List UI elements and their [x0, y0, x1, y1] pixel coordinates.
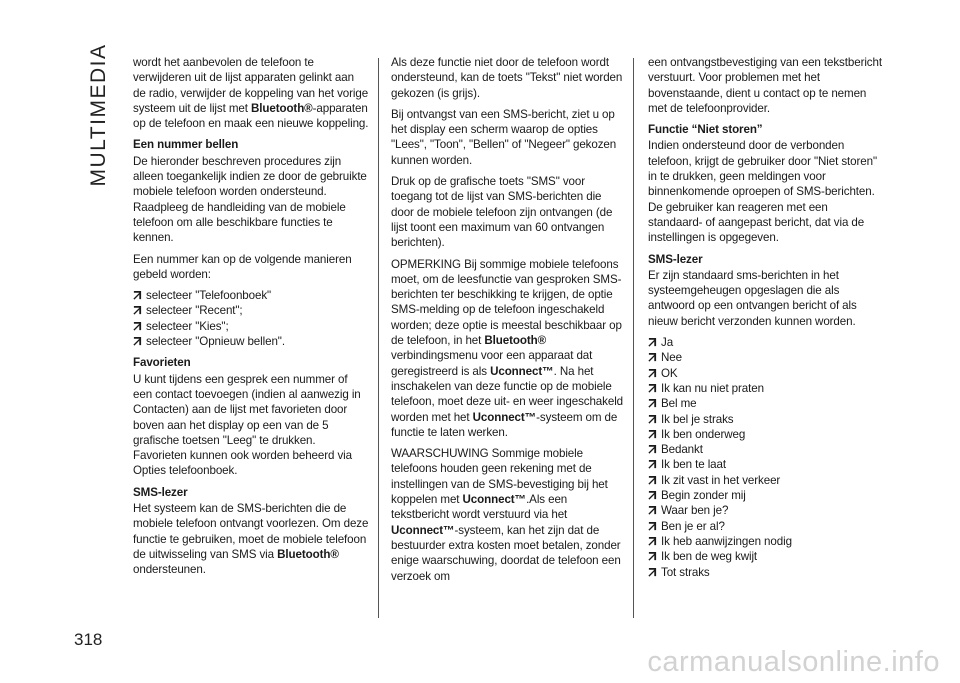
paragraph	[133, 55, 369, 131]
bullet-arrow-icon	[648, 353, 657, 362]
sms-messages-list	[648, 335, 882, 580]
section-title	[82, 40, 116, 190]
bullet-arrow-icon	[648, 384, 657, 393]
bullet-arrow-icon	[648, 491, 657, 500]
list-item-text: Ik heb aanwijzingen nodig	[661, 534, 792, 548]
bluetooth-term: Bluetooth®	[484, 334, 547, 348]
paragraph: Bij ontvangst van een SMS-bericht, ziet u op het display een scherm waarop de opties "Lees", "Toon", "Bellen" of "Negeer" gekozen kunnen worden.	[391, 107, 617, 167]
list-item-text: Bel me	[661, 397, 697, 411]
bullet-arrow-icon	[648, 568, 657, 577]
uconnect-term: Uconnect™	[472, 410, 537, 424]
uconnect-term: Uconnect™	[391, 523, 455, 537]
text: OPMERKING Bij sommige mobiele telefoons moet, om de leesfunctie van gesproken SMS-berichten ter beschikking te krijgen, de optie SMS-melding op de telefoon ingeschakeld worden; deze optie is meestal beschikbaar op de telefoon, in het	[391, 257, 622, 348]
paragraph: Als deze functie niet door de telefoon wordt ondersteund, kan de toets "Tekst" niet worden gekozen (is grijs).	[391, 56, 623, 100]
list-item-text: Ik zit vast in het verkeer	[661, 473, 781, 487]
bullet-arrow-icon	[133, 322, 142, 331]
bullet-arrow-icon	[648, 476, 657, 485]
heading-sms-reader: SMS-lezer	[133, 485, 188, 499]
list-item	[648, 473, 882, 488]
bullet-arrow-icon	[133, 337, 142, 346]
paragraph: U kunt tijdens een gesprek een nummer of een contact toevoegen (indien al aanwezig in Contacten) aan de lijst met favorieten door boven aan het display op een van de 5 grafische toetsen "Leeg" te drukken. Favorieten kunnen ook worden beheerd via Opties telefoonboek.	[133, 372, 361, 478]
heading-do-not-disturb: Functie “Niet storen”	[648, 123, 763, 137]
paragraph: Indien ondersteund door de verbonden telefoon, krijgt de gebruiker door "Niet storen" in te drukken, geen meldingen voor binnenkomende oproepen of SMS-berichten. De gebruiker kan reageren met een standaard- of aangepast bericht, dat via de instellingen is opgegeven.	[648, 139, 877, 245]
paragraph	[133, 501, 369, 577]
bluetooth-term: Bluetooth®	[250, 101, 313, 115]
paragraph: Een nummer kan op de volgende manieren gebeld worden:	[133, 252, 352, 281]
list-item	[648, 412, 882, 427]
list-item-text: Begin zonder mij	[661, 489, 746, 503]
list-item	[133, 319, 369, 334]
list-item-text: OK	[661, 366, 678, 380]
paragraph: een ontvangstbevestiging van een tekstbericht verstuurt. Voor problemen met het bovenstaande, dient u contact op te nemen met de telefoonprovider.	[648, 56, 882, 115]
list-item	[648, 549, 882, 564]
list-item-text: Tot straks	[661, 565, 710, 579]
text: Het systeem kan de SMS-berichten die de mobiele telefoon ontvangt voorlezen. Om deze functie te gebruiken, moet de mobiele telefoon de uitwisseling van SMS via	[133, 502, 369, 561]
text: . Na het inschakelen van deze functie op de mobiele telefoon, moet deze uit- en weer ingeschakeld worden met het	[391, 364, 624, 424]
bullet-arrow-icon	[648, 445, 657, 454]
list-item	[133, 334, 369, 349]
list-item-text: Ik ben te laat	[661, 458, 726, 472]
section-title-text: MULTIMEDIA	[87, 43, 110, 187]
list-item-text: Ja	[661, 336, 674, 350]
bullet-arrow-icon	[648, 506, 657, 515]
paragraph: Er zijn standaard sms-berichten in het systeemgeheugen opgeslagen die als antwoord op een ontvangen bericht of als nieuw bericht verzonden kunnen worden.	[648, 268, 857, 328]
column-3	[648, 55, 882, 586]
column-2	[391, 55, 627, 590]
list-item-text: Ik ben onderweg	[661, 427, 746, 441]
list-item	[648, 442, 882, 457]
text: wordt het aanbevolen de telefoon te verwijderen uit de lijst apparaten gelinkt aan de radio, verwijder de koppeling van het vorige systeem uit de lijst met	[133, 56, 369, 115]
list-item-text: Ik ben de weg kwijt	[661, 550, 758, 564]
bullet-arrow-icon	[648, 460, 657, 469]
bullet-arrow-icon	[133, 306, 142, 315]
bullet-arrow-icon	[648, 522, 657, 531]
text: ondersteunen.	[133, 563, 206, 577]
list-item	[648, 565, 882, 580]
list-item	[648, 350, 882, 365]
list-item-text: selecteer "Opnieuw bellen".	[146, 335, 285, 349]
list-item-text: Waar ben je?	[661, 504, 729, 518]
list-item	[648, 488, 882, 503]
bluetooth-term: Bluetooth®	[277, 547, 339, 561]
list-item	[648, 503, 882, 518]
bullet-arrow-icon	[648, 369, 657, 378]
list-item-text: selecteer "Kies";	[146, 319, 229, 333]
warning-paragraph	[391, 446, 627, 584]
paragraph: Druk op de grafische toets "SMS" voor toegang tot de lijst van SMS-berichten die door de mobiele telefoon zijn ontvangen (de lijst toont een maximum van 60 ontvangen berichten).	[391, 175, 613, 250]
list-item	[648, 534, 882, 549]
list-item-text: Nee	[661, 351, 682, 365]
column-1	[133, 55, 369, 584]
list-item	[133, 288, 369, 303]
list-item	[648, 335, 882, 350]
text: verbindingsmenu voor een apparaat dat geregistreerd is als	[391, 349, 593, 378]
column-divider	[378, 58, 379, 618]
bullet-arrow-icon	[648, 537, 657, 546]
bullet-arrow-icon	[133, 291, 142, 300]
bullet-arrow-icon	[648, 430, 657, 439]
heading-sms-reader: SMS-lezer	[648, 252, 703, 266]
list-item	[648, 457, 882, 472]
list-item	[648, 381, 882, 396]
list-item-text: selecteer "Telefoonboek"	[146, 289, 272, 303]
page-number: 318	[74, 630, 103, 649]
list-item-text: Bedankt	[661, 443, 703, 457]
column-divider	[633, 58, 634, 618]
heading-call-number: Een nummer bellen	[133, 138, 239, 152]
uconnect-term: Uconnect™	[490, 364, 554, 378]
call-options-list	[133, 288, 369, 349]
bullet-arrow-icon	[648, 552, 657, 561]
watermark: carmanualsonline.info	[647, 646, 940, 678]
text: -systeem, kan het zijn dat de bestuurder extra kosten moet betalen, zonder enige waarschuwing, doordat de telefoon een verzoek om	[391, 523, 621, 583]
list-item-text: selecteer "Recent";	[146, 304, 243, 318]
paragraph: De hieronder beschreven procedures zijn alleen toegankelijk indien ze door de gebruikte mobiele telefoon worden ondersteund. Raadpleeg de handleiding van de mobiele telefoon om alle beschikbare functies te kennen.	[133, 154, 367, 245]
list-item	[133, 303, 369, 318]
list-item	[648, 396, 882, 411]
note-paragraph	[391, 257, 627, 441]
uconnect-term: Uconnect™	[462, 493, 527, 507]
heading-favorites: Favorieten	[133, 356, 191, 370]
bullet-arrow-icon	[648, 415, 657, 424]
text: -apparaten op de telefoon en maak een nieuwe koppeling.	[133, 101, 369, 131]
text: .Als een tekstbericht wordt verstuurd via het	[391, 493, 568, 522]
bullet-arrow-icon	[648, 399, 657, 408]
list-item-text: Ik bel je straks	[661, 412, 734, 426]
list-item	[648, 427, 882, 442]
list-item-text: Ik kan nu niet praten	[661, 381, 764, 395]
bullet-arrow-icon	[648, 338, 657, 347]
list-item	[648, 366, 882, 381]
list-item	[648, 519, 882, 534]
text: WAARSCHUWING Sommige mobiele telefoons houden geen rekening met de instellingen van de SMS-bevestiging bij het koppelen met	[391, 447, 608, 507]
text: -systeem om de functie te laten werken.	[391, 410, 618, 439]
list-item-text: Ben je er al?	[661, 519, 725, 533]
